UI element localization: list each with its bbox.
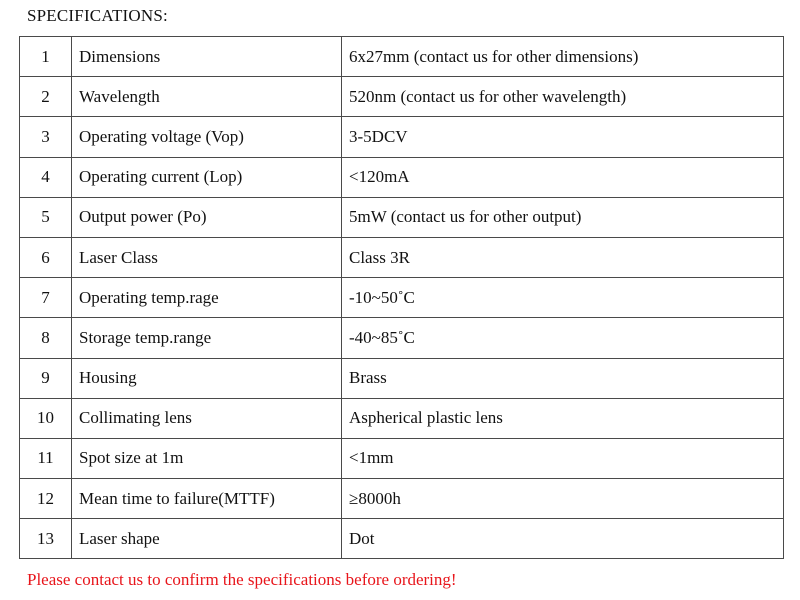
spec-name: Operating voltage (Vop): [72, 117, 342, 157]
spec-value: 6x27mm (contact us for other dimensions): [342, 37, 784, 77]
table-row: [20, 117, 784, 157]
row-number: 4: [20, 157, 72, 197]
table-row: [20, 197, 784, 237]
table-row: [20, 358, 784, 398]
spec-value: -10~50˚C: [342, 278, 784, 318]
table-row: [20, 398, 784, 438]
spec-value: -40~85˚C: [342, 318, 784, 358]
row-number: 1: [20, 37, 72, 77]
table-row: [20, 479, 784, 519]
spec-name: Operating current (Lop): [72, 157, 342, 197]
spec-value: ≥8000h: [342, 479, 784, 519]
row-number: 13: [20, 519, 72, 559]
spec-name: Laser shape: [72, 519, 342, 559]
spec-name: Housing: [72, 358, 342, 398]
spec-value: 520nm (contact us for other wavelength): [342, 77, 784, 117]
table-row: [20, 278, 784, 318]
spec-value: <120mA: [342, 157, 784, 197]
spec-name: Wavelength: [72, 77, 342, 117]
page-title: SPECIFICATIONS:: [27, 6, 168, 25]
spec-value: Class 3R: [342, 237, 784, 277]
spec-name: Mean time to failure(MTTF): [72, 479, 342, 519]
row-number: 6: [20, 237, 72, 277]
ordering-notice: Please contact us to confirm the specifications before ordering!: [27, 570, 457, 589]
row-number: 9: [20, 358, 72, 398]
row-number: 2: [20, 77, 72, 117]
spec-value: Aspherical plastic lens: [342, 398, 784, 438]
row-number: 8: [20, 318, 72, 358]
row-number: 5: [20, 197, 72, 237]
specifications-table: [19, 36, 784, 559]
spec-name: Collimating lens: [72, 398, 342, 438]
spec-name: Spot size at 1m: [72, 438, 342, 478]
row-number: 11: [20, 438, 72, 478]
spec-value: 3-5DCV: [342, 117, 784, 157]
row-number: 10: [20, 398, 72, 438]
row-number: 12: [20, 479, 72, 519]
spec-value: 5mW (contact us for other output): [342, 197, 784, 237]
table-row: [20, 37, 784, 77]
row-number: 3: [20, 117, 72, 157]
table-row: [20, 438, 784, 478]
spec-name: Laser Class: [72, 237, 342, 277]
spec-name: Dimensions: [72, 37, 342, 77]
table-row: [20, 157, 784, 197]
table-row: [20, 237, 784, 277]
spec-name: Storage temp.range: [72, 318, 342, 358]
table-row: [20, 77, 784, 117]
spec-name: Output power (Po): [72, 197, 342, 237]
table-row: [20, 318, 784, 358]
spec-name: Operating temp.rage: [72, 278, 342, 318]
spec-value: <1mm: [342, 438, 784, 478]
spec-value: Brass: [342, 358, 784, 398]
spec-value: Dot: [342, 519, 784, 559]
row-number: 7: [20, 278, 72, 318]
table-row: [20, 519, 784, 559]
